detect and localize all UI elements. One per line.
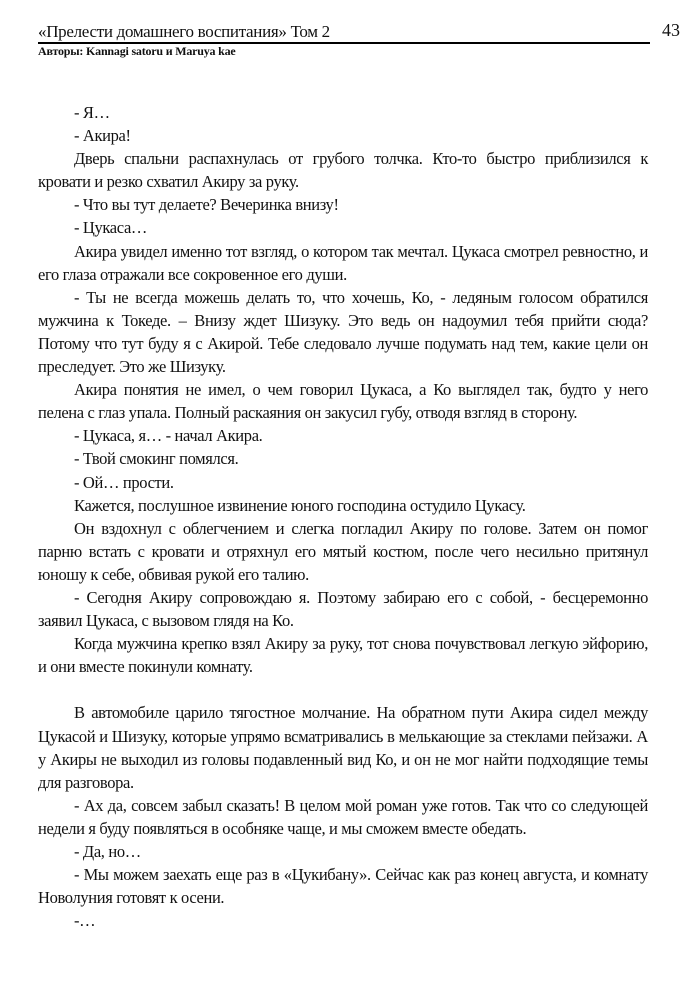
- paragraph: - Цукаса…: [74, 218, 148, 238]
- paragraph: - Ах да, совсем забыл сказать! В целом мой роман уже готов. Так что со следующей недели я буду появляться в особняке чаще, и мы сможем вместе обедать.: [38, 795, 648, 838]
- book-title: «Прелести домашнего воспитания» Том 2: [38, 22, 330, 41]
- paragraph: -…: [74, 911, 96, 931]
- paragraph: - Сегодня Акиру сопровождаю я. Поэтому забираю его с собой, - бесцеремонно заявил Цукаса, с вызовом глядя на Ко.: [38, 587, 648, 631]
- paragraph: Когда мужчина крепко взял Акиру за руку, тот снова почувствовал легкую эйфорию, и они вместе покинули комнату.: [38, 634, 648, 677]
- paragraph: - Ты не всегда можешь делать то, что хочешь, Ко, - ледяным голосом обратился мужчина к Токеде. – Внизу ждет Шизуку. Это ведь он надоумил тебя прийти сюда? Потому что тут буду я с Акирой. Тебе следовало лучше подумать над тем, какие цели он преследует. Это же Шизуку.: [38, 287, 648, 377]
- header-title-row: [38, 18, 680, 44]
- paragraph: - Мы можем заехать еще раз в «Цукибану». Сейчас как раз конец августа, и комнату Новолуния готовят к осени.: [38, 865, 648, 908]
- paragraph: Кажется, послушное извинение юного господина остудило Цукасу.: [74, 495, 526, 515]
- page-body: [38, 101, 648, 932]
- paragraph: - Я…: [74, 103, 110, 122]
- paragraph: - Да, но…: [74, 842, 141, 861]
- paragraph: - Твой смокинг помялся.: [74, 449, 239, 469]
- paragraph: - Цукаса, я… - начал Акира.: [74, 426, 263, 446]
- paragraph: Он вздохнул с облегчением и слегка погладил Акиру по голове. Затем он помог парню встать с кровати и отряхнул его мятый костюм, после чего несильно притянул юношу к себе, обвивая рукой его талию.: [38, 518, 648, 584]
- paragraph: - Что вы тут делаете? Вечеринка внизу!: [74, 195, 339, 215]
- authors-line: Авторы: Kannagi satoru и Maruya kae: [38, 44, 236, 58]
- page-header: [38, 18, 680, 58]
- paragraph: - Акира!: [74, 126, 131, 146]
- paragraph: Акира понятия не имел, о чем говорил Цукаса, а Ко выглядел так, будто у него пелена с глаз упала. Полный раскаяния он закусил губу, отводя взгляд в сторону.: [38, 380, 648, 423]
- section-break: [38, 678, 648, 701]
- paragraph: - Ой… прости.: [74, 472, 174, 492]
- paragraph: Дверь спальни распахнулась от грубого толчка. Кто-то быстро приблизился к кровати и резко схватил Акиру за руку.: [38, 149, 648, 192]
- paragraph: Акира увидел именно тот взгляд, о котором так мечтал. Цукаса смотрел ревностно, и его глаза отражали все сокровенное его души.: [38, 241, 648, 284]
- page-number: 43: [662, 20, 680, 40]
- paragraph: В автомобиле царило тягостное молчание. На обратном пути Акира сидел между Цукасой и Шизуку, которые упрямо всматривались в мелькающие за стеклами пейзажи. А у Акиры не выходил из головы подавленный вид Ко, и он не мог найти подходящие темы для разговора.: [38, 703, 648, 792]
